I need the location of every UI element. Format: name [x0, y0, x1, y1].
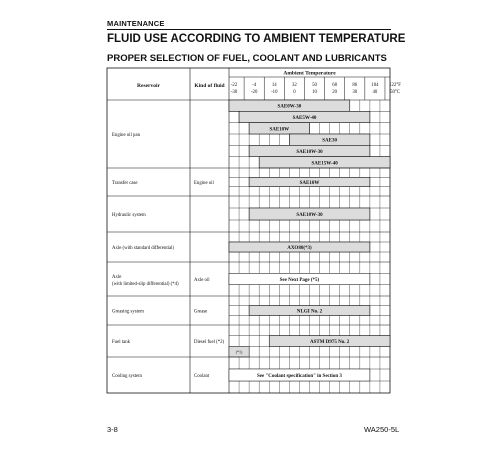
range-band-label-small: (*1) — [235, 349, 243, 355]
range-band-label: NLGI No. 2 — [296, 309, 323, 315]
temp-label-c: 50°C — [390, 90, 400, 95]
fluid-kind-label: Axle oil — [194, 278, 210, 283]
temp-label-f: 86 — [352, 83, 358, 88]
range-band-label: SAE5W-40 — [292, 116, 317, 121]
fluid-kind-label: Coolant — [194, 374, 210, 379]
range-band-label: SAE10W — [299, 181, 320, 186]
temp-label-c: 30 — [352, 90, 358, 95]
page-subtitle: PROPER SELECTION OF FUEL, COOLANT AND LUBRICANTS — [107, 53, 387, 64]
range-band-label: SAE10W — [269, 127, 290, 133]
temp-label-c: 10 — [312, 90, 317, 95]
range-band-label: AXO80(*3) — [287, 246, 312, 251]
temp-label-f: 14 — [271, 83, 277, 88]
temp-label-c: -10 — [271, 90, 278, 95]
range-band-label: SAE10W-30 — [296, 213, 323, 218]
temp-label-c: 0 — [293, 90, 296, 95]
header-kind: Kind of fluid — [194, 83, 225, 89]
range-band-label: See "Coolant specification" in Section 3 — [257, 374, 342, 379]
temp-label-c: 20 — [332, 90, 338, 95]
temp-label-f: 104 — [371, 83, 379, 88]
temp-label-f: 68 — [332, 83, 338, 88]
reservoir-label: Axle — [112, 275, 122, 280]
reservoir-label-detail: (with limited-slip differential) (*4) — [112, 282, 179, 287]
reservoir-label: Hydraulic system — [112, 213, 146, 218]
temp-label-c: 40 — [372, 90, 378, 95]
temp-label-f: -22 — [230, 83, 238, 88]
temp-label-f: 50 — [312, 83, 317, 88]
header-ambient-temperature: Ambient Temperature — [283, 70, 336, 77]
fluid-kind-label: Grease — [194, 309, 208, 315]
reservoir-label: Fuel tank — [112, 340, 130, 345]
range-band-label: See Next Page (*5) — [279, 278, 320, 283]
range-band-label: SAE0W-30 — [277, 104, 302, 110]
range-band-label: ASTM D975 No. 2 — [310, 340, 350, 345]
temp-label-f: 122°F — [389, 83, 401, 88]
fluid-kind-label: Diesel fuel (*2) — [194, 340, 225, 345]
range-band-label: SAE10W-30 — [296, 150, 323, 155]
reservoir-label: Axle (with standard differential) — [112, 246, 175, 251]
reservoir-label: Greasing system — [112, 309, 144, 315]
section-label: MAINTENANCE — [107, 19, 165, 28]
temp-label-f: 32 — [292, 83, 297, 88]
temp-label-c: -30 — [230, 90, 238, 95]
reservoir-label: Cooling system — [112, 374, 142, 379]
reservoir-label: Transfer case — [112, 181, 138, 186]
temp-label-c: -20 — [250, 90, 258, 95]
temp-label-f: -4 — [252, 83, 257, 88]
model-number: WA250-5L — [364, 425, 400, 434]
page-title: FLUID USE ACCORDING TO AMBIENT TEMPERATURE — [107, 33, 406, 45]
range-band-label: SAE15W-40 — [311, 161, 338, 167]
reservoir-label: Engine oil pan — [112, 133, 140, 138]
range-band-label: SAE30 — [322, 138, 337, 144]
page-number: 3-8 — [107, 425, 118, 434]
header-reservoir: Reservoir — [137, 83, 160, 89]
fluid-kind-label: Engine oil — [194, 181, 214, 186]
